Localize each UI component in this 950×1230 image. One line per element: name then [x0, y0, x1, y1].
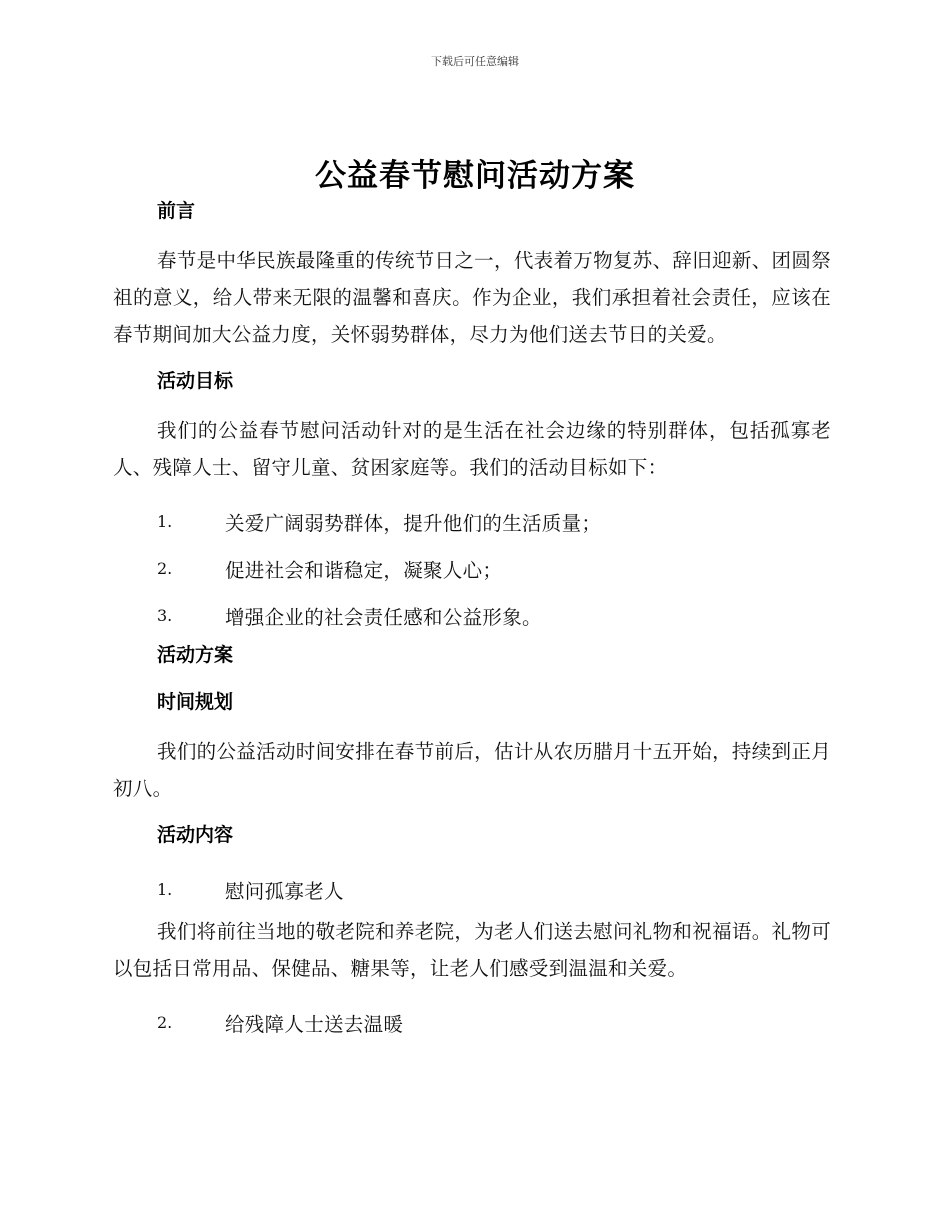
list-text: 增强企业的社会责任感和公益形象。 [225, 605, 542, 629]
list-number: 2. [157, 1013, 173, 1032]
heading-content: 活动内容 [157, 824, 234, 846]
content-list-item [113, 866, 831, 913]
content-list-item [113, 999, 831, 1046]
page-header: 下载后可任意编辑 [431, 55, 519, 68]
list-text: 促进社会和谐稳定，凝聚人心； [225, 558, 503, 582]
list-number: 2. [157, 559, 173, 578]
goal-list-item [113, 545, 831, 592]
list-text: 给残障人士送去温暖 [225, 1012, 404, 1036]
document-body [113, 195, 831, 1046]
heading-preface: 前言 [157, 200, 196, 222]
list-number: 3. [157, 606, 173, 625]
goal-list-item [113, 498, 831, 545]
paragraph-goals: 我们的公益春节慰问活动针对的是生活在社会边缘的特别群体，包括孤寡老人、残障人士、留守儿童、贫困家庭等。我们的活动目标如下： [113, 419, 831, 479]
goal-list-item [113, 592, 831, 639]
heading-goals: 活动目标 [157, 370, 234, 392]
document-title: 公益春节慰问活动方案 [315, 158, 635, 194]
list-text: 关爱广阔弱势群体，提升他们的生活质量； [225, 511, 602, 535]
paragraph-schedule: 我们的公益活动时间安排在春节前后，估计从农历腊月十五开始，持续到正月初八。 [113, 740, 831, 800]
paragraph-content-item1: 我们将前往当地的敬老院和养老院，为老人们送去慰问礼物和祝福语。礼物可以包括日常用品、保健品、糖果等，让老人们感受到温温和关爱。 [113, 920, 831, 980]
list-number: 1. [157, 880, 173, 899]
heading-schedule: 时间规划 [157, 691, 234, 713]
list-number: 1. [157, 512, 173, 531]
paragraph-preface: 春节是中华民族最隆重的传统节日之一，代表着万物复苏、辞旧迎新、团圆祭祖的意义，给人带来无限的温馨和喜庆。作为企业，我们承担着社会责任，应该在春节期间加大公益力度，关怀弱势群体，尽力为他们送去节日的关爱。 [113, 249, 831, 346]
heading-plan: 活动方案 [157, 644, 234, 666]
list-text: 慰问孤寡老人 [225, 879, 344, 903]
